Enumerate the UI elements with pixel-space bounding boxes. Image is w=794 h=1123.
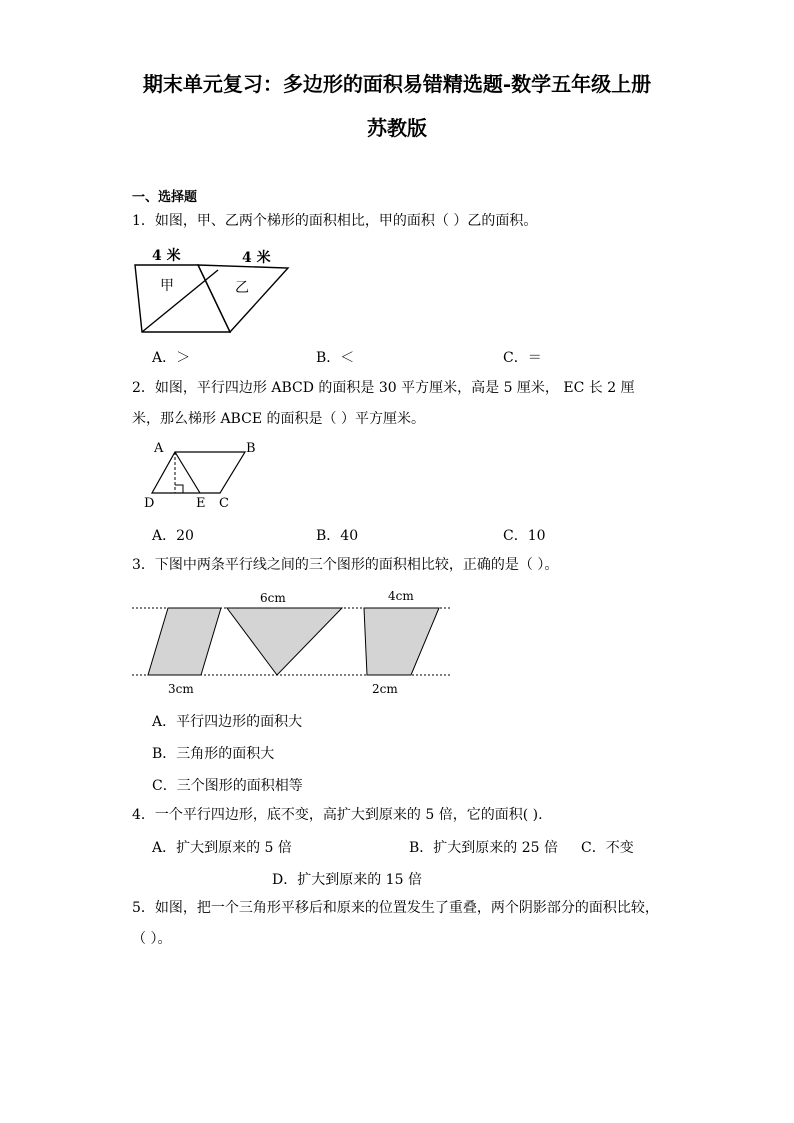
question-1-figure [130,240,300,340]
right-angle-mark [175,485,183,493]
q3-option-c: C．三个图形的面积相等 [152,778,303,794]
q3-option-b: B．三角形的面积大 [152,746,275,762]
q2-option-a: A．20 [152,528,194,544]
label-4m-right: 4 米 [242,250,271,266]
point-d: D [144,496,155,511]
question-4-text: 4．一个平行四边形，底不变，高扩大到原来的 5 倍，它的面积( ). [132,807,543,823]
q3-option-a: A．平行四边形的面积大 [152,714,303,730]
q2-option-c: C．10 [503,528,546,544]
label-3cm: 3cm [168,682,194,696]
q4-option-a: A．扩大到原来的 5 倍 [152,840,292,856]
label-4m-left: 4 米 [152,248,181,264]
point-c: C [219,496,229,511]
label-6cm: 6cm [260,591,286,605]
shape-trapezoid [364,608,439,675]
shape-parallelogram [148,608,221,675]
q4-option-d: D．扩大到原来的 15 倍 [272,872,422,888]
page-title: 期末单元复习：多边形的面积易错精选题-数学五年级上册 [142,72,652,96]
question-3-text: 3．下图中两条平行线之间的三个图形的面积相比较，正确的是（ ）。 [132,557,559,573]
q1-option-b: B．＜ [316,350,355,366]
q4-option-b: B．扩大到原来的 25 倍 [409,840,559,856]
point-e: E [196,496,206,511]
question-2-text: 2．如图，平行四边形 ABCD 的面积是 30 平方厘米，高是 5 厘米， EC 长 2 厘米，那么梯形 ABCE 的面积是（ ）平方厘米。 [132,380,635,427]
question-5-text: 5．如图，把一个三角形平移后和原来的位置发生了重叠，两个阴影部分的面积比较，（ ）。 [132,900,659,947]
label-jia: 甲 [160,278,174,294]
point-a: A [154,441,164,456]
parallelogram-abcd [152,452,245,493]
q2-option-b: B．40 [316,528,359,544]
page-subtitle: 苏教版 [367,116,427,140]
point-b: B [246,441,256,456]
shape-triangle [227,608,342,675]
q1-option-a: A．＞ [152,350,191,366]
question-2-figure [140,438,270,514]
section-heading: 一、选择题 [132,190,198,205]
label-4cm: 4cm [388,589,414,603]
q1-option-c: C．＝ [503,350,542,366]
label-yi: 乙 [235,280,249,296]
label-2cm: 2cm [372,682,398,696]
question-3-figure [132,585,452,697]
q4-option-c: C．不变 [581,840,634,856]
question-1-text: 1．如图，甲、乙两个梯形的面积相比，甲的面积（ ）乙的面积。 [132,213,538,229]
